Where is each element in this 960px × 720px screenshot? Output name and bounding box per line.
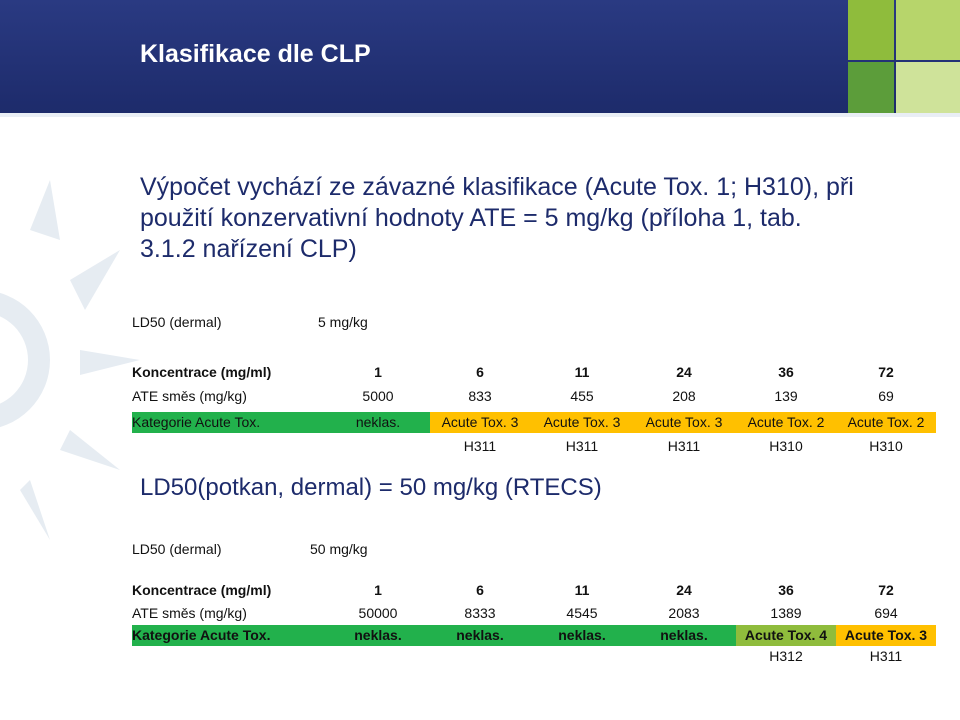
table1-category-row: [132, 412, 936, 433]
table1-conc-cell: 36: [778, 364, 794, 380]
table1-ate-cell: 833: [468, 388, 492, 404]
table2-ate-label: ATE směs (mg/kg): [132, 605, 247, 621]
table2-hcode-cell: H312: [769, 648, 803, 664]
table2-ate-cell: 1389: [770, 605, 802, 621]
table2-hcode-row: [132, 646, 936, 667]
table1-cat-cell: Acute Tox. 2: [747, 414, 825, 430]
intro-paragraph: Výpočet vychází ze závazné klasifikace (Acute Tox. 1; H310), při použití konzervativní hodnoty ATE = 5 mg/kg (příloha 1, tab. 3.1.2 nařízení CLP): [140, 173, 854, 263]
table2-hcode-cell: H311: [869, 648, 903, 664]
table1-hcode-cell: H311: [463, 438, 497, 454]
table1-ate-cell: 139: [774, 388, 798, 404]
table1-hcode-row: [132, 436, 936, 457]
table2-hcode-cell: [532, 646, 632, 667]
table1-cat-cell: Acute Tox. 3: [645, 414, 723, 430]
table2-conc-cell: 24: [676, 582, 692, 598]
table1-ate-cell: 455: [570, 388, 594, 404]
table1-ate-cell: 5000: [362, 388, 394, 404]
table2-conc-cell: 6: [476, 582, 484, 598]
table2-conc-cell: 72: [878, 582, 894, 598]
slide-header: [0, 0, 960, 113]
table2-cat-cell: Acute Tox. 3: [844, 627, 928, 643]
table1-ate-label: ATE směs (mg/kg): [132, 388, 247, 404]
table2-ate-cell: 4545: [566, 605, 598, 621]
table1-conc-label: Koncentrace (mg/ml): [132, 364, 272, 380]
table2-cat-cell: neklas.: [354, 627, 402, 643]
slide-title: Klasifikace dle CLP: [140, 40, 371, 68]
table2-ate-cell: 694: [874, 605, 898, 621]
table1-ate-cell: 69: [878, 388, 894, 404]
table2-ld50-value: 50 mg/kg: [310, 541, 368, 557]
table1-hcode-cell: H310: [869, 438, 903, 454]
table2-cat-cell: neklas.: [660, 627, 708, 643]
table1-cat-cell: neklas.: [355, 414, 401, 430]
table1-conc-cell: 11: [574, 364, 590, 380]
table2-conc-label: Koncentrace (mg/ml): [132, 582, 272, 598]
table2-conc-cell: 11: [574, 582, 590, 598]
table2-conc-row: [132, 580, 936, 601]
table2-cat-label: Kategorie Acute Tox.: [132, 627, 271, 643]
table2-ate-cell: 2083: [668, 605, 700, 621]
table1-ld50-label: LD50 (dermal): [132, 314, 222, 330]
table2-hcode-cell: [634, 646, 734, 667]
table2-cat-cell: neklas.: [558, 627, 606, 643]
sun-decoration-icon: [0, 140, 160, 580]
table1-conc-cell: 1: [374, 364, 382, 380]
table1-ate-cell: 208: [672, 388, 696, 404]
table1-conc-cell: 24: [676, 364, 692, 380]
table1-ld50-value: 5 mg/kg: [318, 314, 368, 330]
table1-hcode-cell: H311: [565, 438, 599, 454]
table2-cat-cell: neklas.: [456, 627, 504, 643]
table2-cat-cell: Acute Tox. 4: [744, 627, 828, 643]
header-divider: [0, 113, 960, 117]
table1-conc-row: [132, 362, 936, 383]
table2-ate-row: [132, 603, 936, 624]
table2-conc-cell: 1: [374, 582, 382, 598]
table1-cat-cell: Acute Tox. 3: [441, 414, 519, 430]
section-heading: LD50(potkan, dermal) = 50 mg/kg (RTECS): [140, 474, 602, 501]
table1-hcode-cell: H311: [667, 438, 701, 454]
table1-conc-cell: 6: [476, 364, 484, 380]
table2-hcode-cell: [328, 646, 428, 667]
table1-conc-cell: 72: [878, 364, 894, 380]
table1-cat-label: Kategorie Acute Tox.: [132, 414, 261, 430]
table1-cat-cell: Acute Tox. 2: [847, 414, 925, 430]
table2-ate-cell: 8333: [464, 605, 496, 621]
table2-conc-cell: 36: [778, 582, 794, 598]
table2-category-row: [132, 625, 936, 646]
table1-hcode-cell: H310: [769, 438, 803, 454]
table2-hcode-cell: [430, 646, 530, 667]
table2-ate-cell: 50000: [358, 605, 398, 621]
table1-ate-row: [132, 386, 936, 407]
table1-cat-cell: Acute Tox. 3: [543, 414, 621, 430]
table2-ld50-label: LD50 (dermal): [132, 541, 222, 557]
table1-hcode-cell: [328, 436, 428, 457]
decorative-tiles: [848, 0, 960, 113]
